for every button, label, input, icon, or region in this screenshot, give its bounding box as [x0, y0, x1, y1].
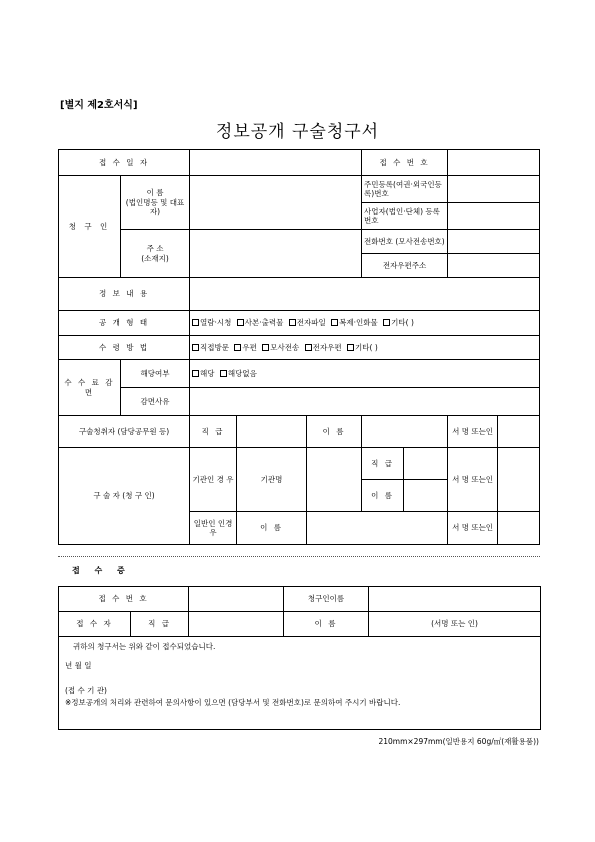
checkbox[interactable] [331, 319, 338, 326]
org-rank-label: 직 급 [362, 448, 404, 480]
fee-reduction-label: 수 수 료 감 면 [59, 360, 121, 416]
receiver-rank-field[interactable] [189, 612, 284, 637]
org-signature-label: 서 명 또는인 [448, 448, 498, 512]
reduction-reason-field[interactable] [190, 388, 540, 416]
requester-label: 청 구 인 [59, 176, 121, 278]
receiver-rank-label: 직 급 [131, 612, 189, 637]
official-name-field[interactable] [362, 416, 448, 448]
receiver-name-label: 이 름 [284, 612, 369, 637]
name-label: 이 름 [146, 188, 164, 198]
receipt-date-label: 접 수 일 자 [59, 150, 190, 176]
agency-label: (접 수 기 관) [65, 685, 107, 695]
disclosure-option[interactable]: 기타( ) [383, 318, 414, 327]
checkbox[interactable] [262, 344, 269, 351]
form-id: [별지 제2호서식] [60, 100, 138, 111]
receive-option[interactable]: 직접방문 [192, 343, 229, 352]
checkbox[interactable] [192, 319, 199, 326]
oral-requester-label: 구 술 자 (청 구 인) [59, 448, 190, 545]
org-person-name-label: 이 름 [362, 480, 404, 512]
address-label: 주 소 [146, 244, 164, 254]
page-title: 정보공개 구술청구서 [215, 122, 380, 142]
official-rank-field[interactable] [237, 416, 307, 448]
person-signature-label: 서 명 또는인 [448, 512, 498, 545]
resident-no-field[interactable] [448, 176, 540, 203]
receive-option[interactable]: 전자우편 [305, 343, 342, 352]
cut-line [58, 556, 540, 557]
disclosure-option[interactable]: 사본·출력물 [237, 318, 284, 327]
requester-name-label: 청구인이름 [284, 587, 369, 612]
phone-label: 전화번호 (모사전송번호) [362, 230, 448, 254]
checkbox[interactable] [289, 319, 296, 326]
official-signature-field[interactable] [498, 416, 540, 448]
receive-method-label: 수 령 방 법 [59, 336, 190, 360]
receiver-sign-hint: (서명 또는 인) [369, 612, 541, 637]
address-sublabel: (소재지) [141, 253, 169, 263]
request-table [58, 149, 540, 545]
org-person-name-field[interactable] [404, 480, 448, 512]
checkbox[interactable] [383, 319, 390, 326]
disclosure-option[interactable]: 전자파일 [289, 318, 326, 327]
receipt-table [58, 586, 541, 730]
receipt-confirmation [59, 637, 541, 730]
date-line: 년 월 일 [65, 660, 92, 670]
receive-option[interactable]: 기타( ) [347, 343, 378, 352]
receipt-date-field[interactable] [190, 150, 362, 176]
receive-option[interactable]: 모사전송 [262, 343, 299, 352]
disclosure-options [190, 311, 540, 336]
phone-field[interactable] [448, 230, 540, 254]
checkbox[interactable] [347, 344, 354, 351]
checkbox[interactable] [305, 344, 312, 351]
receipt-no-label: 접 수 번 호 [362, 150, 448, 176]
info-content-label: 정 보 내 용 [59, 278, 190, 311]
paper-spec: 210mm×297mm(일반용지 60g/㎡(재활용품)) [378, 737, 539, 746]
email-field[interactable] [448, 254, 540, 278]
confirm-text: 귀하의 청구서는 위와 같이 접수되었습니다. [73, 642, 216, 651]
business-no-label: 사업자(법인·단체) 등록번호 [362, 203, 448, 230]
applicable-label: 해당여부 [121, 360, 190, 388]
checkbox[interactable] [220, 370, 227, 377]
address-field[interactable] [190, 230, 362, 278]
receipt-title: 접 수 증 [72, 566, 131, 575]
person-signature-field[interactable] [498, 512, 540, 545]
applicable-options [190, 360, 540, 388]
info-content-field[interactable] [190, 278, 540, 311]
receiver-label: 접 수 자 [59, 612, 131, 637]
reduction-reason-label: 감면사유 [121, 388, 190, 416]
official-label: 구술청취자 (담당공무원 등) [59, 416, 190, 448]
receipt-no-label-2: 접 수 번 호 [59, 587, 189, 612]
checkbox[interactable] [234, 344, 241, 351]
official-rank-label: 직 급 [190, 416, 237, 448]
applicable-option[interactable]: 해당 [192, 369, 215, 378]
name-label-cell [121, 176, 190, 230]
requester-name-field[interactable] [369, 587, 541, 612]
checkbox[interactable] [237, 319, 244, 326]
person-case-label: 일반인 인경우 [190, 512, 237, 545]
checkbox[interactable] [192, 370, 199, 377]
address-label-cell [121, 230, 190, 278]
official-name-label: 이 름 [307, 416, 362, 448]
org-case-label: 기관인 경 우 [190, 448, 237, 512]
name-sublabel: (법인명등 및 대표자) [125, 197, 185, 217]
resident-no-label: 주민등록(여권·외국인등록)번호 [362, 176, 448, 203]
disclosure-option[interactable]: 복제·인화물 [331, 318, 378, 327]
disclosure-option[interactable]: 열람·시청 [192, 318, 231, 327]
org-rank-field[interactable] [404, 448, 448, 480]
email-label: 전자우편주소 [362, 254, 448, 278]
receipt-no-field-2[interactable] [189, 587, 284, 612]
notice-text: ※정보공개의 처리와 관련하여 문의사항이 있으면 (담당부서 및 전화번호)로 문의하여 주시기 바랍니다. [65, 698, 401, 708]
official-signature-label: 서 명 또는인 [448, 416, 498, 448]
org-name-field[interactable] [307, 448, 362, 512]
disclosure-form-label: 공 개 형 태 [59, 311, 190, 336]
receive-option[interactable]: 우편 [234, 343, 257, 352]
applicable-option[interactable]: 해당없음 [220, 369, 257, 378]
org-signature-field[interactable] [498, 448, 540, 512]
receipt-no-field[interactable] [448, 150, 540, 176]
receive-options [190, 336, 540, 360]
business-no-field[interactable] [448, 203, 540, 230]
person-name-field[interactable] [307, 512, 448, 545]
checkbox[interactable] [192, 344, 199, 351]
org-name-label: 기관명 [237, 448, 307, 512]
name-field[interactable] [190, 176, 362, 230]
person-name-label: 이 름 [237, 512, 307, 545]
